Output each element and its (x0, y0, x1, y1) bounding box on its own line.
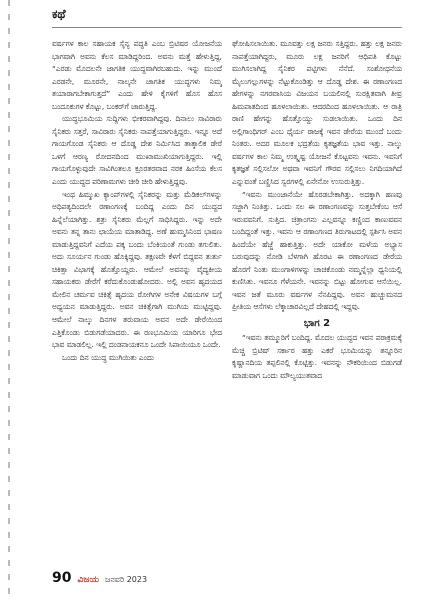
paragraph: ಘೋಷಿಸಲಾಯಿತು. ಮೂವತ್ತು ಲಕ್ಷ ಜನರು ಸತ್ತಿದ್ದರು. ಹತ್ತು ಲಕ್ಷ ಜನರು ನಾಪತ್ತೆಯಾಗಿದ್ದರು, ಮೂರು ಲಕ್ಷ ಜನರಿಗೆ ಆಧಿಪತಿ ಕೊಟ್ಟು ಮುಗಿಸಲಾಗಿದ್ದ ಸೈನಿಕರ ಪಟ್ಟಿಗಳು ನೆನೆದೆ. ಸಂಶೋಧನೆಯ ಮೈಲುಗಲ್ಲುಗಳನ್ನು ನೆಟ್ಟುಕೊಂಡಿತ್ತು ಆ ದೊಡ್ಡ ದೇಶ. ಈ ರಣಾಂಗಣದ ಹೇಗಳನ್ನು ನಗರವಾಸಿಯ ವಿಜಯನ ಬಯಲಿನಲ್ಲಿ ಸುರಕ್ಷಿತವಾಗಿ ತೀವ್ರ ಹಿಮಪಾತದಿಂದ ಹೂಳಲಾಯಿತು. ಆದರದಿಂದ ಹೂಳಲಾಯಿತು. ಆ ರಾತ್ರಿ ರಾಣಿ ಹೇಗನ್ನು ಹೊತ್ತೊಯ್ದು ಸುಡಲಾಯಿತು. ಒಂದು ದಿನ ಅಲ್ಲಿಗಾಂಧಿಗರ್ ಎಂಬ ಧೈರ್ಯ ರಾಜಕ್ಕೆ ಇವನ ಡೇರೆಯ ಮುಂದೆ ಬಂದು ನಿಂತರು. ಅದರ ಮೂಲಕ ಭದ್ರತೆಯ ಕೃತಜ್ಞತೆಯ ಭಾವ ಇತ್ತು. ನಾಲ್ಕು ವರ್ಷಗಳ ಕಾಲ ನಿಮ್ಮ ಉತ್ಕೃಷ್ಟ ಯೋಜನೆ ಕೊಟ್ಟವನು ಇವನು. ಇವನಿಗೆ ಕೃತಜ್ಞತೆ ಸಲ್ಲಿಸಲೋ ಅಥವಾ ಇವನಿಗೆ ಗೌರವ ಸಲ್ಲಿಸಲು ನಿಗದಿಯಾಗಿದೆ ಎನ್ನುವಂತೆ ಬಣ್ಣಿಸಿದ ಸ್ವರಗಳಲ್ಲಿ ಏನೇನೋ ಉಸುರುತ್ತಿತ್ತು. (232, 39, 402, 187)
paragraph: ಒಂದು ದಿನ ಯುದ್ಧ ಮುಗಿಯಿತು ಎಂದು (62, 352, 155, 362)
part-heading: ಭಾಗ 2 (303, 318, 331, 330)
paragraph: “ಇವನು ತಮ್ಮೂರಿಗೆ ಬಂದಿದ್ದ. ಮೊದಲ ಯುದ್ಧದ ಇವನ ಪರಾಕ್ರಮಕ್ಕೆ ಮೆಚ್ಚಿ ಬ್ರಿಟಿಷ್ ಸರ್ಕಾರ ಹತ್ತು ಎಕರೆ ಭೂಮಿಯನ್ನು ತನ್ನೂರಿನ ಕೃಷ್ಣಾನದಿಯ ತಪ್ಪಲಿನಲ್ಲಿ ಕೊಟ್ಟಿತ್ತು. ಇವನನ್ನು ನೌಕರಿಯಿಂದ ಬಿಡುಗಡೆ ಮಾಡುವಾಗ ಒಂದು ಮೌಲ್ಯಯುತವಾದ (232, 333, 402, 380)
page-header (0, 0, 422, 40)
paragraph: ಯುದ್ಧಭೂಮಿಯ ಸುದ್ದಿಗಳು ಭೀಕರವಾಗಿದ್ದವು. ದಿನಾಲು ಸಾವಿರಾರು ಸೈನಿಕರು ಸತ್ತರೆ, ಸಾವಿರಾರು ಸೈನಿಕರು ನಾಪತ್ತೆಯಾಗುತ್ತಿದ್ದರು. ಇನ್ನೂ ಅದೆ ಗಾಯಗೊಂಡ ಸೈನಿಕರು ಆ ದೊಡ್ಡ ದೇಶ ನಿರ್ಮಿಸಿದ ತಾತ್ಕಾಲಿಕ ಡೇರೆ ಒಳಗೆ ಆರಣ್ಯ ರೋದನದಿಂದ ಮುಖಾಮುಖಿಯಾಗುತ್ತಿದ್ದರು. ಇಲ್ಲಿ ಗಾಯಗೊಳ್ಳುವುದೇ ಸಾವಿಗಿಂತಲೂ ಕ್ರೂರತರವಾದ ನರಕ ಹಿಂಸೆಯ ಕೆಲಸ ಎಂದು ಯುದ್ಧದ ಪರಿಣಾಮಗಳು ಚೀರಿ ಚೀರಿ ಹೇಳುತ್ತಿದ್ದವು. (52, 114, 222, 187)
binding-margin (8, 0, 10, 600)
paragraph: “ಇವನು ಮುಂಜಾನೆಯೇ ಹೊರಡಬೇಕಾಗಿತ್ತು. ಅದಕ್ಕಾಗಿ ಹಣವು ಸಜ್ಜಾಗಿ ನಿಂತಿತ್ತು. ಒಂದು ಸಲ ಈ ರಣಾಂಗಣವನ್ನು ಸುತ್ತಬೇಕೆಂಬ ಆಸೆ ಇರುವವನಿಗೆ. ಸುತ್ತಿದ. ಚಿತ್ರಾಂಗನು ಎಲ್ಲವನ್ನೂ ಕಣ್ಣಿಂದ ಕಾಣುವವನ ಬಂದಿದ್ದಂತೆ ಇತ್ತು. ಇವನು ಆ ರಣಾಂಗಣದ ತಿರುಗಾಟದಲ್ಲಿ ಸ್ಪರ್ಶಿಸಿ ಅವನ ಹಿಂದೆಯೇ ಹೆಜ್ಜೆ ಹಾಕುತ್ತಿತ್ತು. ಅದೇ ಯಾಕೋ ಮಳೆಯ ಅಭ್ಯಾಸ ಬರುವುದನ್ನು ನೋಡಿ ಬೆಳಗಾಗಿ ಹೊರಟ ಈ ರಣಾಂಗಣದ ಡೇರೆಯ ಹೊರಗೆ ನಿಂತು ಮುಂಗಾಳಿಗಳನ್ನು ಚಾಚಿಕೊಂಡು ನಮ್ಮನ್ನೆಲ್ಲಾ ಧ್ವನಿಯಲ್ಲಿ ಕುಣಿಸಿತು. ಇವನೂ ಗೆಳೆಯನೇ. ಇವನನ್ನು ಬಿಟ್ಟು ಹೋಗುವ ಆಸೆಯಿಲ್ಲ. ಇವನ ಜತೆ ಮೂರು ವರ್ಷಗಳ ನೆನಪಿದ್ದವು. ಅವನ ಹುಚ್ಚುಮನದ ಪ್ರೀತಿಯ ಆಸೆಗಳು ಲೆಕ್ಕಾಚಾರವಿಲ್ಲದೆ ದೇಹದಲ್ಲಿ ಇದ್ದವು. (232, 189, 402, 312)
paragraph: ವರ್ಷಗಳ ಕಾಲ ಸಹಾಯಕ ಸೈನ್ಯ ಪದ್ಧತಿ ಎಂಬ ಬ್ರಿಟಿಷರ ಯೋಜನೆಯ ಭಾಗವಾಗಿ ಅವನು ಕೆಲಸ ಮಾಡಿದ್ದರಿಂದ. ಅವನು ಮತ್ತೆ ಹೇಳುತ್ತಿದ್ದ, “ಎರಡು ಮೊದಲನೇ ಜಾಗತಿಕ ಯುದ್ಧವಾಗಿರಬಹುದು. ಇನ್ನು ಮುಂದೆ ಎರಡನೇ, ಮೂರನೇ, ನಾಲ್ಕನೇ ಜಾಗತಿಕ ಯುದ್ಧಗಳು ನಿಮ್ಮ ತಯಾರಾಗಬೇಕಾಗುತ್ತದೆ” ಎಂದು ಹೇಳಿ ಕೈಗಳಿಗೆ ಹೊಸ ಹೊಸ ಬಂದೂಕುಗಳ ಕೊಟ್ಟು, ಬಂಕರ್‌ಗೆ ಜಾರುತ್ತಿದ್ದ. (52, 39, 222, 111)
paragraph: ಇಂಥ ಹಿಮ್ಮುಖ ಕ್ಯಾಂಪ್‌ಗಳಲ್ಲಿ ಸೈನಿಕರನ್ನು ಮತ್ತು ಮೆಡಿಕಲ್‌ಗಳನ್ನು ಅಧಿಪತ್ಯದಿಂದಲೇ ರಣಾಂಗಣಕ್ಕೆ ಬಂದಿದ್ದ ಎಂದು ದಿನ ಯುದ್ಧದ ಹಿನ್ನೆಲೆಯಾಗಿತ್ತು. ಶತ್ರು ಸೈನಿಕರು ಮೆಲ್ಲಗೆ ಸಾಧಿಸಿದ್ದರು. ಇನ್ನು ಅದೇ ಅವನು ತನ್ನ ತಾನು ಛಾಯೆಯ ಮಾತಾಡಿದ್ದ. ಅಣೆ ಹುಮ್ಮಸಿನಿಂದ ಭಾಷಣ ಮಾಡುತ್ತಿದ್ದವನಿಗೆ ಎದೆಯ ಪಕ್ಕ ಬಂದು ಬೆಂಕಿಯಂತೆ ಗುಂಡು ತಗುಲಿತು. ಅದು ಸೂರ್ಯನ ಗುಂಡು ಹೊಕ್ಕಿದ್ದವು. ತಕ್ಷಣವೇ ಕೆಳಗೆ ಬಿದ್ದವನ ತುರ್ತು ಚಿಕಿತ್ಸಾ ವಿಭಾಗಕ್ಕೆ ಹೊತ್ತೊಯ್ದರು. ಆಮೇಲೆ ಅವನನ್ನು ವೈದ್ಯಕೀಯ ಸಹಾಯಕರು ಡೇರೆಗೆ ಕರೆದುಕೊಂಡುಹೋದರು. ಅಲ್ಲಿ ಅವನ ಹೃದಯದ ಮೇಲಿನ ಚರ್ಮವ ಚಿಕಿತ್ಸೆ ಹೃದಯ ರೋಗಿಗಳ ಅನೇಕ ವಿಷಯಗಳ ಬಗ್ಗೆ ಅಧ್ಯಯನ ಮಾಡುತ್ತಿದ್ದರು. ಅವನ ಚಿಕಿತ್ಸೆಗಾಗಿ ಮುಗಿಯ ಮುಟ್ಟಿದ್ದವು. ಆಮೇಲೆ ನಾಲ್ಕು ದಿನಗಳ ತರುವಾಯ ಅವನ ಅದೇ ಡೇರೆಯಿಂದ ಎತ್ತಿಕೊಂಡು ಬಿಡುಗಡೆಯಾದರು. ಈ ರಣಭೂಮಿಯ ಯಾರಿಗೂ ಭೇದ ಭಾವ ಮಾಡಲಿಲ್ಲ. ಇಲ್ಲಿ ದಂಡನಾಯಕನೂ ಒಂದೇ ಸಿಪಾಯಿಯೂ ಒಂದೇ. (52, 189, 222, 350)
magazine-name: ವಿಜಯ (77, 575, 99, 585)
right-column (232, 38, 402, 550)
header-divider (52, 27, 402, 28)
left-column (52, 38, 222, 550)
page-footer (52, 570, 402, 590)
section-title: ಕಥೆ (52, 7, 66, 21)
page-number: 90 (52, 570, 72, 586)
issue-date: ಜನವರಿ 2023 (104, 575, 148, 584)
